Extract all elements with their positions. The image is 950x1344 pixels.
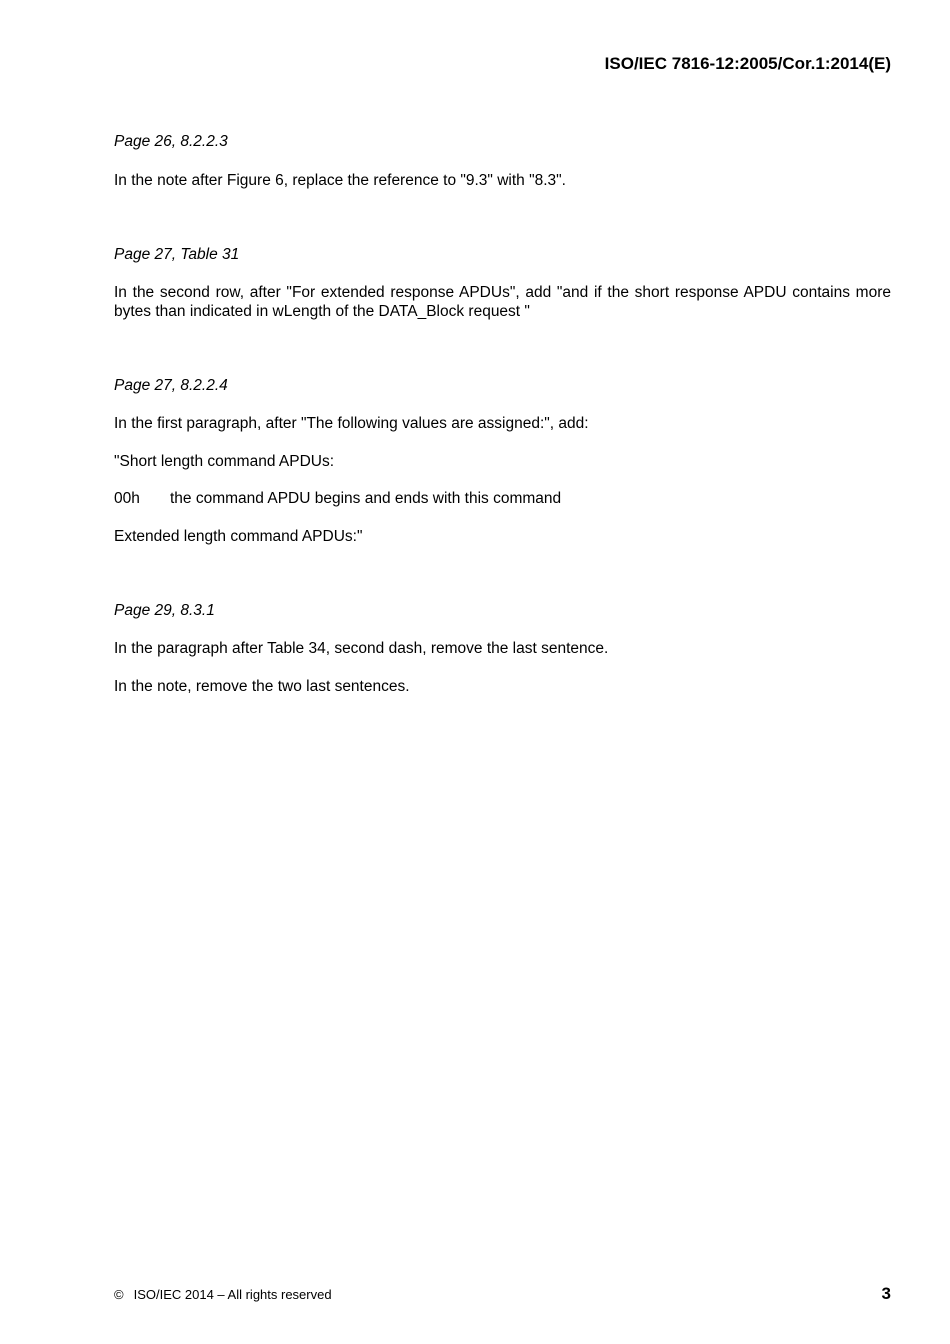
copyright-notice: [114, 1287, 332, 1302]
value-code: 00h: [114, 490, 140, 507]
correction-paragraph: In the second row, after "For extended response APDUs", add "and if the short response APDU contains more bytes than indicated in wLength of the DATA_Block request ": [114, 284, 891, 320]
correction-paragraph: In the note after Figure 6, replace the reference to "9.3" with "8.3".: [114, 172, 566, 189]
value-description: the command APDU begins and ends with this command: [170, 490, 562, 507]
copyright-symbol: ©: [114, 1287, 124, 1302]
correction-paragraph: In the first paragraph, after "The following values are assigned:", add:: [114, 415, 589, 432]
section-reference: Page 29, 8.3.1: [114, 602, 215, 619]
correction-paragraph: In the paragraph after Table 34, second dash, remove the last sentence.: [114, 640, 609, 657]
page-number: 3: [881, 1284, 891, 1303]
section-reference: Page 26, 8.2.2.3: [114, 133, 228, 150]
section-reference: Page 27, Table 31: [114, 246, 240, 263]
section-reference: Page 27, 8.2.2.4: [114, 377, 228, 394]
correction-paragraph: In the note, remove the two last sentences.: [114, 678, 410, 695]
value-entry: [114, 489, 891, 508]
inserted-text-line: Extended length command APDUs:": [114, 528, 363, 545]
copyright-text: ISO/IEC 2014 – All rights reserved: [133, 1287, 332, 1302]
document-reference: ISO/IEC 7816-12:2005/Cor.1:2014(E): [604, 54, 891, 73]
inserted-text-line: "Short length command APDUs:: [114, 453, 335, 470]
